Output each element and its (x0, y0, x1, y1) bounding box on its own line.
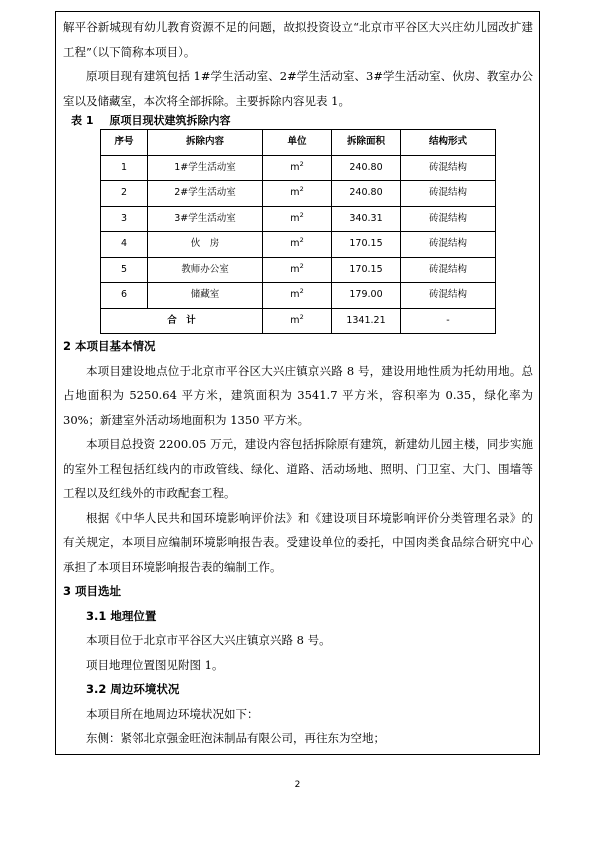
cell-item-text: 教师办公室 (181, 263, 229, 275)
table-row (101, 181, 496, 207)
demolition-table (100, 129, 496, 334)
section-3-2-paragraph-1: 本项目所在地周边环境状况如下： (86, 706, 259, 721)
cell-area-text: 340.31 (349, 212, 383, 224)
unit-superscript: 2 (299, 312, 304, 321)
cell-unit (263, 181, 332, 207)
table-row (101, 257, 496, 283)
cell-area (332, 181, 401, 207)
cell-structure-text: 砖混结构 (428, 212, 467, 224)
cell-unit-text: m (290, 161, 300, 173)
total-label: 合 计 (101, 308, 263, 334)
table-caption (63, 113, 533, 129)
page-number: 2 (294, 780, 301, 790)
cell-no-text: 2 (120, 187, 128, 198)
section-2-paragraph-1: 本项目建设地点位于北京市平谷区大兴庄镇京兴路 8 号，建设用地性质为托幼用地。总占地面积为 5250.64 平方米，建筑面积为 3541.7 平方米，容积率为 0.35，绿化率为 30%；新建室外活动场地面积为 1350 平方米。 (63, 363, 533, 427)
cell-area-text: 179.00 (349, 289, 383, 300)
document-body (63, 15, 533, 751)
table-body (101, 155, 496, 334)
cell-item (148, 181, 263, 207)
cell-structure (401, 155, 496, 181)
header-area: 拆除面积 (332, 130, 401, 156)
cell-no-text: 1 (120, 161, 128, 173)
intro-paragraph-2: 原项目现有建筑包括 1#学生活动室、2#学生活动室、3#学生活动室、伙房、教室办公室以及储藏室，本次将全部拆除。主要拆除内容见表 1。 (63, 69, 533, 108)
cell-structure-text: 砖混结构 (428, 187, 467, 198)
section-2-heading: 2 本项目基本情况 (63, 339, 156, 353)
cell-structure (401, 283, 496, 309)
cell-item (148, 206, 263, 232)
cell-area-text: 170.15 (349, 263, 383, 275)
cell-no-text: 4 (120, 238, 128, 249)
cell-no (101, 232, 148, 258)
cell-structure-text: 砖混结构 (428, 161, 467, 173)
cell-area-text: 170.15 (349, 238, 383, 249)
header-item: 拆除内容 (148, 130, 263, 156)
total-area (332, 308, 401, 334)
cell-structure (401, 206, 496, 232)
cell-unit-text: m (290, 238, 300, 249)
section-2-paragraph-3: 根据《中华人民共和国环境影响评价法》和《建设项目环境影响评价分类管理名录》的有关规定，本项目应编制环境影响报告表。受建设单位的委托，中国肉类食品综合研究中心承担了本项目环境影响报告表的编制工作。 (63, 510, 533, 574)
table-row (101, 155, 496, 181)
cell-unit (263, 232, 332, 258)
cell-unit (263, 155, 332, 181)
section-3-1-paragraph-1: 本项目位于北京市平谷区大兴庄镇京兴路 8 号。 (86, 633, 331, 647)
unit-superscript: 2 (299, 286, 304, 295)
cell-unit (263, 257, 332, 283)
cell-structure (401, 232, 496, 258)
table-caption-number: 表 1 (71, 114, 94, 127)
cell-no-text: 6 (120, 289, 128, 300)
cell-unit-text: m (290, 212, 300, 224)
section-3-1-heading: 3.1 地理位置 (86, 608, 157, 623)
cell-unit (263, 206, 332, 232)
cell-no (101, 155, 148, 181)
cell-item (148, 257, 263, 283)
cell-item-text: 3#学生活动室 (174, 212, 236, 224)
intro-paragraph-1: 解平谷新城现有幼儿教育资源不足的问题，故拟投资设立“北京市平谷区大兴庄幼儿园改扩建工程”（以下简称本项目）。 (63, 20, 533, 59)
total-structure-text: - (446, 314, 450, 326)
cell-structure-text: 砖混结构 (428, 289, 467, 300)
unit-superscript: 2 (299, 210, 304, 219)
cell-area (332, 155, 401, 181)
cell-item-text: 储藏室 (190, 289, 220, 300)
cell-item (148, 283, 263, 309)
cell-unit (263, 283, 332, 309)
cell-item (148, 155, 263, 181)
cell-unit-text: m (290, 187, 300, 198)
cell-area-text: 240.80 (349, 161, 383, 173)
cell-structure (401, 181, 496, 207)
cell-no (101, 206, 148, 232)
cell-area (332, 232, 401, 258)
table-row (101, 232, 496, 258)
cell-unit-text: m (290, 263, 300, 275)
cell-item (148, 232, 263, 258)
cell-structure-text: 砖混结构 (428, 238, 467, 249)
cell-structure (401, 257, 496, 283)
table-total-row (101, 308, 496, 334)
table-row (101, 283, 496, 309)
total-unit-text: m (290, 314, 300, 326)
table-row (101, 206, 496, 232)
total-area-text: 1341.21 (346, 314, 386, 326)
cell-item-text: 2#学生活动室 (174, 187, 236, 198)
cell-no-text: 3 (120, 212, 128, 224)
header-no: 序号 (101, 130, 148, 156)
cell-structure-text: 砖混结构 (428, 263, 467, 275)
cell-no (101, 181, 148, 207)
table-caption-title: 原项目现状建筑拆除内容 (109, 114, 231, 127)
unit-superscript: 2 (299, 261, 304, 270)
cell-area (332, 283, 401, 309)
unit-superscript: 2 (299, 184, 304, 193)
section-3-2-heading: 3.2 周边环境状况 (86, 682, 180, 696)
header-unit: 单位 (263, 130, 332, 156)
table-header-row (101, 130, 496, 156)
cell-area-text: 240.80 (349, 187, 383, 198)
header-structure: 结构形式 (401, 130, 496, 156)
cell-item-text: 伙 房 (190, 238, 220, 249)
section-3-2-paragraph-2: 东侧：紧邻北京强金旺泡沫制品有限公司，再往东为空地； (86, 731, 385, 745)
unit-superscript: 2 (299, 235, 304, 244)
cell-unit-text: m (290, 289, 300, 300)
total-structure (401, 308, 496, 334)
section-3-1-paragraph-2: 项目地理位置图见附图 1。 (86, 657, 224, 672)
cell-no (101, 257, 148, 283)
total-unit (263, 308, 332, 334)
section-3-heading: 3 项目选址 (63, 584, 122, 598)
cell-area (332, 257, 401, 283)
cell-no-text: 5 (120, 263, 128, 275)
cell-item-text: 1#学生活动室 (174, 161, 236, 173)
cell-area (332, 206, 401, 232)
unit-superscript: 2 (299, 159, 304, 168)
cell-no (101, 283, 148, 309)
section-2-paragraph-2: 本项目总投资 2200.05 万元，建设内容包括拆除原有建筑，新建幼儿园主楼，同步实施的室外工程包括红线内的市政管线、绿化、道路、活动场地、照明、门卫室、大门、围墙等工程以及红线外的市政配套工程。 (63, 437, 533, 500)
